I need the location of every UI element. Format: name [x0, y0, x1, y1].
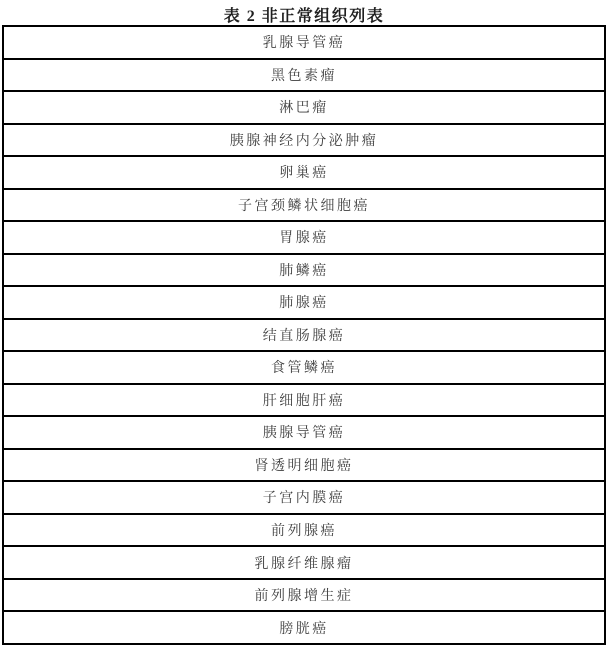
tissue-name-cell: 肾透明细胞癌 [3, 449, 605, 482]
table-row [3, 254, 605, 287]
tissue-name-cell: 前列腺增生症 [3, 579, 605, 612]
table-row [3, 481, 605, 514]
tissue-name-cell: 肺腺癌 [3, 286, 605, 319]
table-row [3, 546, 605, 579]
tissue-name-cell: 肺鳞癌 [3, 254, 605, 287]
table-row [3, 384, 605, 417]
table-row [3, 156, 605, 189]
table-caption: 表 2 非正常组织列表 [223, 8, 385, 25]
tissue-name-cell: 胃腺癌 [3, 221, 605, 254]
table-row [3, 59, 605, 92]
table-row [3, 91, 605, 124]
tissue-name-cell: 结直肠腺癌 [3, 319, 605, 352]
table-row [3, 351, 605, 384]
table-row [3, 611, 605, 644]
tissue-name-cell: 前列腺癌 [3, 514, 605, 547]
table-row [3, 416, 605, 449]
tissue-name-cell: 胰腺神经内分泌肿瘤 [3, 124, 605, 157]
tissue-name-cell: 胰腺导管癌 [3, 416, 605, 449]
table-row [3, 286, 605, 319]
table-row [3, 26, 605, 59]
tissue-name-cell: 膀胱癌 [3, 611, 605, 644]
tissue-name-cell: 子宫内膜癌 [3, 481, 605, 514]
table-row [3, 124, 605, 157]
tissue-name-cell: 淋巴瘤 [3, 91, 605, 124]
table-body [3, 26, 605, 644]
tissue-name-cell: 卵巢癌 [3, 156, 605, 189]
table-row [3, 319, 605, 352]
tissue-name-cell: 肝细胞肝癌 [3, 384, 605, 417]
tissue-name-cell: 食管鳞癌 [3, 351, 605, 384]
tissue-name-cell: 黑色素瘤 [3, 59, 605, 92]
table-row [3, 514, 605, 547]
tissue-name-cell: 乳腺导管癌 [3, 26, 605, 59]
table-row [3, 449, 605, 482]
tissue-name-cell: 子宫颈鳞状细胞癌 [3, 189, 605, 222]
abnormal-tissue-table [2, 25, 606, 645]
table-row [3, 189, 605, 222]
tissue-name-cell: 乳腺纤维腺瘤 [3, 546, 605, 579]
table-row [3, 579, 605, 612]
table-row [3, 221, 605, 254]
